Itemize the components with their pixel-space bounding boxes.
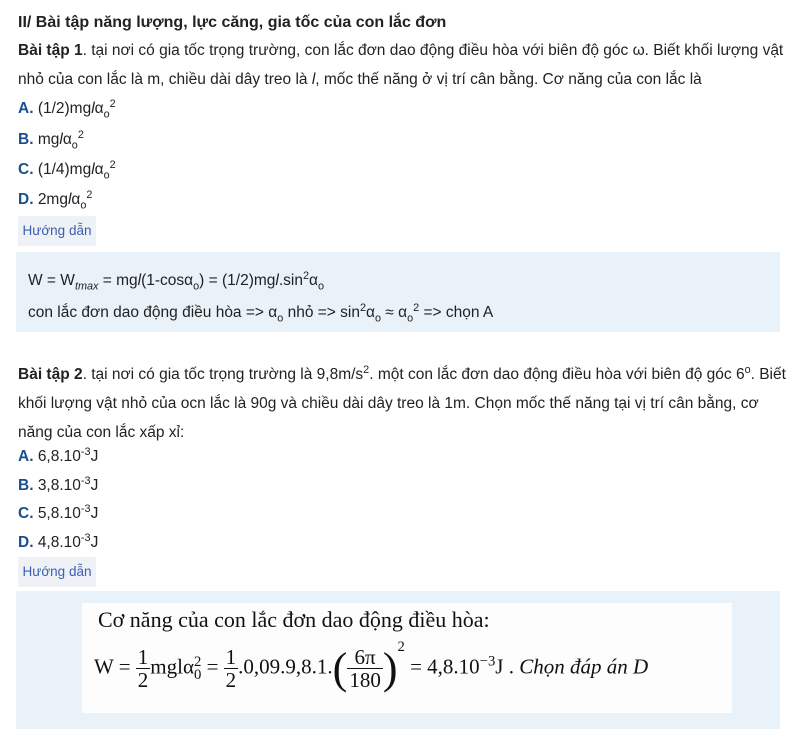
exercise-2-option-c[interactable]: C. $5,8.10^{-3}J$ (18, 503, 99, 523)
solution-1-line-2: con lắc đơn dao động điều hòa => $\alpha_o$ nhỏ => $\sin^2\alpha_o \approx \alpha_o^2$ => chọn A (28, 302, 494, 325)
solution-2-equation: W = $\frac{1}{2}$ mglα 2 0 = $\frac{1}{2}$ .0,09.9,8.1.( $\frac{6\pi}{180}$ )$^2 = 4,8.10^{-3}J$ . Chọn đáp án D (94, 639, 649, 693)
exercise-1-question: Bài tập 1. tại nơi có gia tốc trọng trường, con lắc đơn dao động điều hòa với biên độ góc ω. Biết khối lượng vật nhỏ của con lắc là m, chiều dài dây treo là l, mốc thế năng ở vị trí cân bằng. Cơ năng của con lắc là (18, 42, 784, 88)
guide-button-2[interactable]: Hướng dẫn (18, 557, 96, 587)
exercise-1-option-b[interactable]: B. mglα$_o^2$ (18, 129, 84, 152)
exercise-2-option-b[interactable]: B. $3,8.10^{-3}J$ (18, 475, 99, 495)
exercise-1-option-d[interactable]: D. 2mglα$_o^2$ (18, 189, 93, 212)
exercise-2-question: Bài tập 2. tại nơi có gia tốc trọng trường là $9,8m/s^2$. một con lắc đơn dao động điều hòa với biên độ góc 6$^o$. Biết khối lượng vật nhỏ của ocn lắc là 90g và chiều dài dây treo là 1m. Chọn mốc thế năng tại vị trí cân bằng, cơ năng của con lắc xấp xỉ: (18, 364, 786, 442)
exercise-1-option-a[interactable]: A. (1/2)mglα$_o^2$ (18, 98, 116, 121)
exercise-2-label: Bài tập 2 (18, 366, 83, 384)
solution-box-2 (16, 591, 780, 729)
exercise-2-option-d[interactable]: D. $4,8.10^{-3}J$ (18, 532, 99, 552)
section-title: II/ Bài tập năng lượng, lực căng, gia tốc của con lắc đơn (18, 14, 447, 31)
exercise-2-option-a[interactable]: A. $6,8.10^{-3}J$ (18, 446, 99, 466)
solution-2-image (82, 603, 732, 713)
solution-1-line-1: $W = W_{tmax} = mgl(1-\cos\alpha_o) = (1/2)mgl.\sin^2\alpha_o$ (28, 270, 324, 293)
solution-box-1 (16, 252, 780, 332)
guide-button-1[interactable]: Hướng dẫn (18, 216, 96, 246)
solution-2-heading: Cơ năng của con lắc đơn dao động điều hòa: (98, 607, 490, 632)
exercise-1-option-c[interactable]: C. (1/4)mglα$_o^2$ (18, 159, 116, 182)
exercise-1-label: Bài tập 1 (18, 42, 83, 59)
